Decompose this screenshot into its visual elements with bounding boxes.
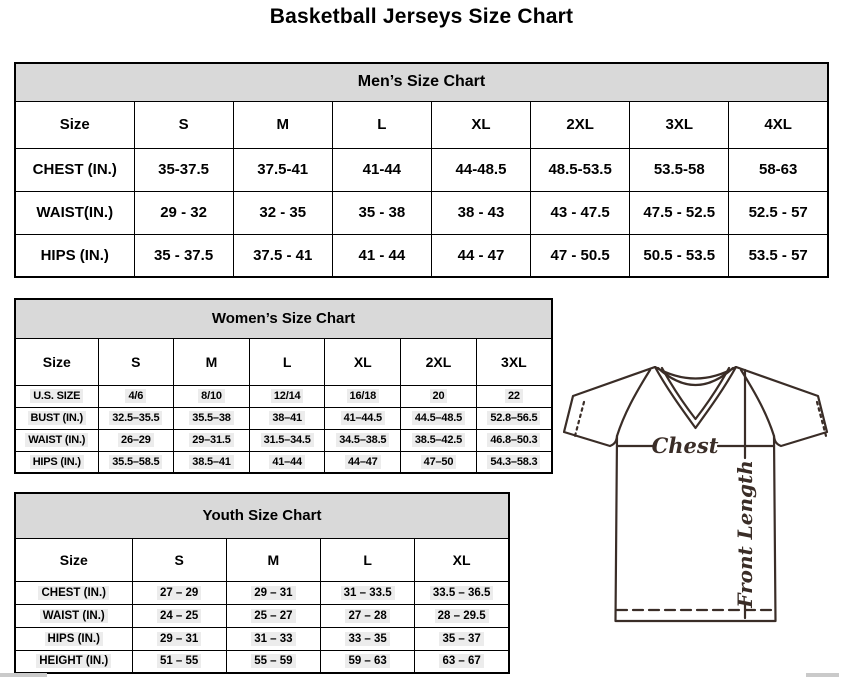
table-cell [415,604,509,627]
table-row [15,627,509,650]
table-cell [134,234,233,277]
cell-value: 16/18 [347,389,380,403]
cell-value: M [205,353,218,370]
table-cell [132,627,226,650]
table-cell [401,429,477,451]
cell-value: 44-48.5 [455,161,507,178]
cell-value: 35.5–38 [189,411,233,425]
cell-value: BUST (IN.) [28,411,86,425]
jersey-diagram [563,366,838,626]
table-cell [476,385,552,407]
table-cell [98,338,174,385]
table-title: Men’s Size Chart [15,63,828,101]
cell-value: S [178,116,189,133]
cell-value: 24 – 25 [157,609,201,623]
vneck-collar [655,367,736,428]
table-cell [476,338,552,385]
table-cell [325,385,401,407]
cell-value: 31 – 33 [251,632,295,646]
cell-value: 20 [430,389,448,403]
cell-value: 2XL [566,116,594,133]
table-cell [132,604,226,627]
table-cell [729,191,828,234]
table-cell [15,627,132,650]
table-cell [226,604,320,627]
table-row [15,451,552,473]
cell-value: 44 - 47 [457,246,505,264]
cell-value: M [276,116,289,133]
table-cell [233,101,332,148]
cell-value: 38 - 43 [457,204,505,221]
table-cell [98,385,174,407]
table-cell [226,650,320,673]
cell-value: L [363,551,372,568]
table-cell [321,581,415,604]
cell-value: S [131,353,141,370]
table-cell [332,191,431,234]
cell-value: 31 – 33.5 [341,586,395,600]
table-cell [174,338,250,385]
table-row [15,385,552,407]
mens-size-table [14,62,829,278]
cell-value: 35.5–58.5 [109,455,162,469]
table-cell [415,538,509,581]
cell-value: XL [353,353,372,370]
table-cell [15,338,98,385]
table-cell [415,650,509,673]
scrollbar-fragment-right[interactable] [806,673,839,677]
womens-size-table [14,298,553,474]
cell-value: 33 – 35 [345,632,389,646]
table-cell [249,385,325,407]
cell-value: 22 [505,389,523,403]
cell-value: 35-37.5 [158,161,209,178]
cell-value: L [282,353,292,370]
cell-value: 37.5 - 41 [253,246,313,264]
table-cell [15,101,134,148]
table-cell [15,650,132,673]
table-row [15,429,552,451]
cell-value: 29 – 31 [251,586,295,600]
table-cell [630,101,729,148]
table-cell [132,581,226,604]
cell-value: 59 – 63 [345,654,389,668]
cell-value: 52.8–56.5 [487,411,540,425]
sleeve-seam-left [617,370,650,436]
cell-value: HIPS (IN.) [45,632,103,646]
table-header-row [15,538,509,581]
table-cell [325,407,401,429]
cell-value: 47.5 - 52.5 [643,204,716,221]
table-cell [15,385,98,407]
cell-value: 35 – 37 [439,632,483,646]
cell-value: 4XL [764,116,792,133]
cell-value: Size [42,353,71,370]
cell-value: 37.5-41 [257,161,309,178]
table-cell [321,650,415,673]
table-cell [531,234,630,277]
table-cell [233,234,332,277]
table-cell [249,429,325,451]
cell-value: XL [452,551,471,568]
scrollbar-fragment-left[interactable] [0,673,47,677]
cell-value: 2XL [425,353,452,370]
cell-value: CHEST (IN.) [32,161,117,178]
table-cell [332,101,431,148]
table-row [15,604,509,627]
cell-value: 58-63 [758,161,798,178]
cell-value: U.S. SIZE [30,389,83,403]
cell-value: 43 - 47.5 [550,204,610,221]
cell-value: 38–41 [269,411,305,425]
table-cell [321,604,415,627]
table-cell [134,101,233,148]
sleeve-stitch-left-icon [575,402,584,436]
table-row [15,234,828,277]
table-cell [401,451,477,473]
cell-value: 55 – 59 [251,654,295,668]
front-length-label: Front Length [733,460,757,608]
cell-value: Size [59,116,90,133]
cell-value: 41 - 44 [358,246,406,264]
table-cell [321,538,415,581]
table-cell [15,407,98,429]
table-cell [233,191,332,234]
cell-value: 44.5–48.5 [412,411,465,425]
table-cell [431,234,530,277]
cell-value: 54.3–58.3 [487,455,540,469]
table-header-row [15,101,828,148]
cell-value: HEIGHT (IN.) [36,654,111,668]
cell-value: 44–47 [345,455,381,469]
cell-value: 41–44.5 [341,411,385,425]
table-cell [321,627,415,650]
cell-value: 12/14 [271,389,304,403]
cell-value: 41–44 [269,455,305,469]
cell-value: 28 – 29.5 [435,609,489,623]
table-cell [174,407,250,429]
table-cell [226,627,320,650]
table-cell [332,148,431,191]
cell-value: HIPS (IN.) [40,246,109,264]
womens-size-chart [14,298,553,474]
cell-value: 34.5–38.5 [336,433,389,447]
table-row [15,191,828,234]
table-cell [15,191,134,234]
table-cell [531,101,630,148]
cell-value: 38.5–41 [189,455,233,469]
table-cell [98,429,174,451]
table-cell [249,338,325,385]
table-cell [233,148,332,191]
table-cell [729,101,828,148]
table-cell [476,451,552,473]
cell-value: 41-44 [362,161,402,178]
chest-label: Chest [651,433,719,458]
table-cell [401,407,477,429]
cell-value: 31.5–34.5 [261,433,314,447]
cell-value: 4/6 [125,389,146,403]
table-title-row [15,299,552,338]
table-cell [630,234,729,277]
table-header-row [15,338,552,385]
cell-value: 26–29 [118,433,154,447]
table-cell [132,538,226,581]
table-cell [729,234,828,277]
table-cell [134,191,233,234]
table-cell [415,581,509,604]
cell-value: 29 - 32 [160,204,207,221]
table-cell [332,234,431,277]
table-cell [325,429,401,451]
table-cell [15,234,134,277]
cell-value: 25 – 27 [251,609,295,623]
table-cell [15,581,132,604]
cell-value: 29 – 31 [157,632,201,646]
cell-value: 27 – 29 [157,586,201,600]
table-cell [630,148,729,191]
table-title-row [15,63,828,101]
table-cell [174,385,250,407]
cell-value: 35 - 38 [358,204,406,221]
table-cell [15,148,134,191]
table-row [15,650,509,673]
cell-value: 38.5–42.5 [412,433,465,447]
cell-value: 8/10 [198,389,225,403]
table-cell [431,101,530,148]
table-cell [15,429,98,451]
table-row [15,407,552,429]
table-cell [325,451,401,473]
youth-size-table [14,492,510,674]
table-title-row [15,493,509,538]
table-cell [431,191,530,234]
table-cell [531,191,630,234]
cell-value: 51 – 55 [157,654,201,668]
cell-value: Size [59,551,88,568]
table-cell [249,451,325,473]
table-cell [15,538,132,581]
cell-value: WAIST (IN.) [25,433,88,447]
cell-value: 32 - 35 [259,204,307,221]
table-cell [226,581,320,604]
cell-value: 52.5 - 57 [748,204,808,221]
cell-value: 50.5 - 53.5 [643,246,716,264]
cell-value: XL [471,116,491,133]
cell-value: WAIST (IN.) [40,609,108,623]
cell-value: HIPS (IN.) [30,455,84,469]
cell-value: 47–50 [421,455,457,469]
table-cell [630,191,729,234]
cell-value: 63 – 67 [439,654,483,668]
cell-value: 27 – 28 [345,609,389,623]
table-cell [249,407,325,429]
table-cell [15,451,98,473]
table-cell [401,385,477,407]
cell-value: 29–31.5 [189,433,233,447]
cell-value: 3XL [501,353,527,370]
table-cell [15,604,132,627]
cell-value: 32.5–35.5 [109,411,162,425]
cell-value: S [174,551,184,568]
mens-size-chart [14,62,829,278]
table-cell [174,429,250,451]
table-cell [98,451,174,473]
cell-value: 33.5 – 36.5 [430,586,494,600]
table-cell [531,148,630,191]
table-title: Youth Size Chart [15,493,509,538]
cell-value: 3XL [665,116,694,133]
table-cell [98,407,174,429]
table-cell [132,650,226,673]
youth-size-chart [14,492,510,674]
cell-value: CHEST (IN.) [38,586,109,600]
table-cell [415,627,509,650]
cell-value: 48.5-53.5 [548,161,612,178]
cell-value: 46.8–50.3 [487,433,540,447]
table-title: Women’s Size Chart [15,299,552,338]
table-row [15,148,828,191]
cell-value: 35 - 37.5 [153,246,214,264]
table-cell [325,338,401,385]
table-cell [476,429,552,451]
table-cell [134,148,233,191]
jersey-outline [564,367,827,621]
table-cell [729,148,828,191]
table-cell [174,451,250,473]
cell-value: L [377,116,387,133]
table-cell [226,538,320,581]
table-row [15,581,509,604]
cell-value: 53.5 - 57 [748,246,808,264]
page-title: Basketball Jerseys Size Chart [269,5,574,28]
cell-value: 47 - 50.5 [550,246,610,264]
cell-value: WAIST(IN.) [36,204,114,221]
cell-value: 53.5-58 [653,161,705,178]
table-cell [431,148,530,191]
cell-value: M [267,551,280,568]
table-cell [476,407,552,429]
table-cell [401,338,477,385]
